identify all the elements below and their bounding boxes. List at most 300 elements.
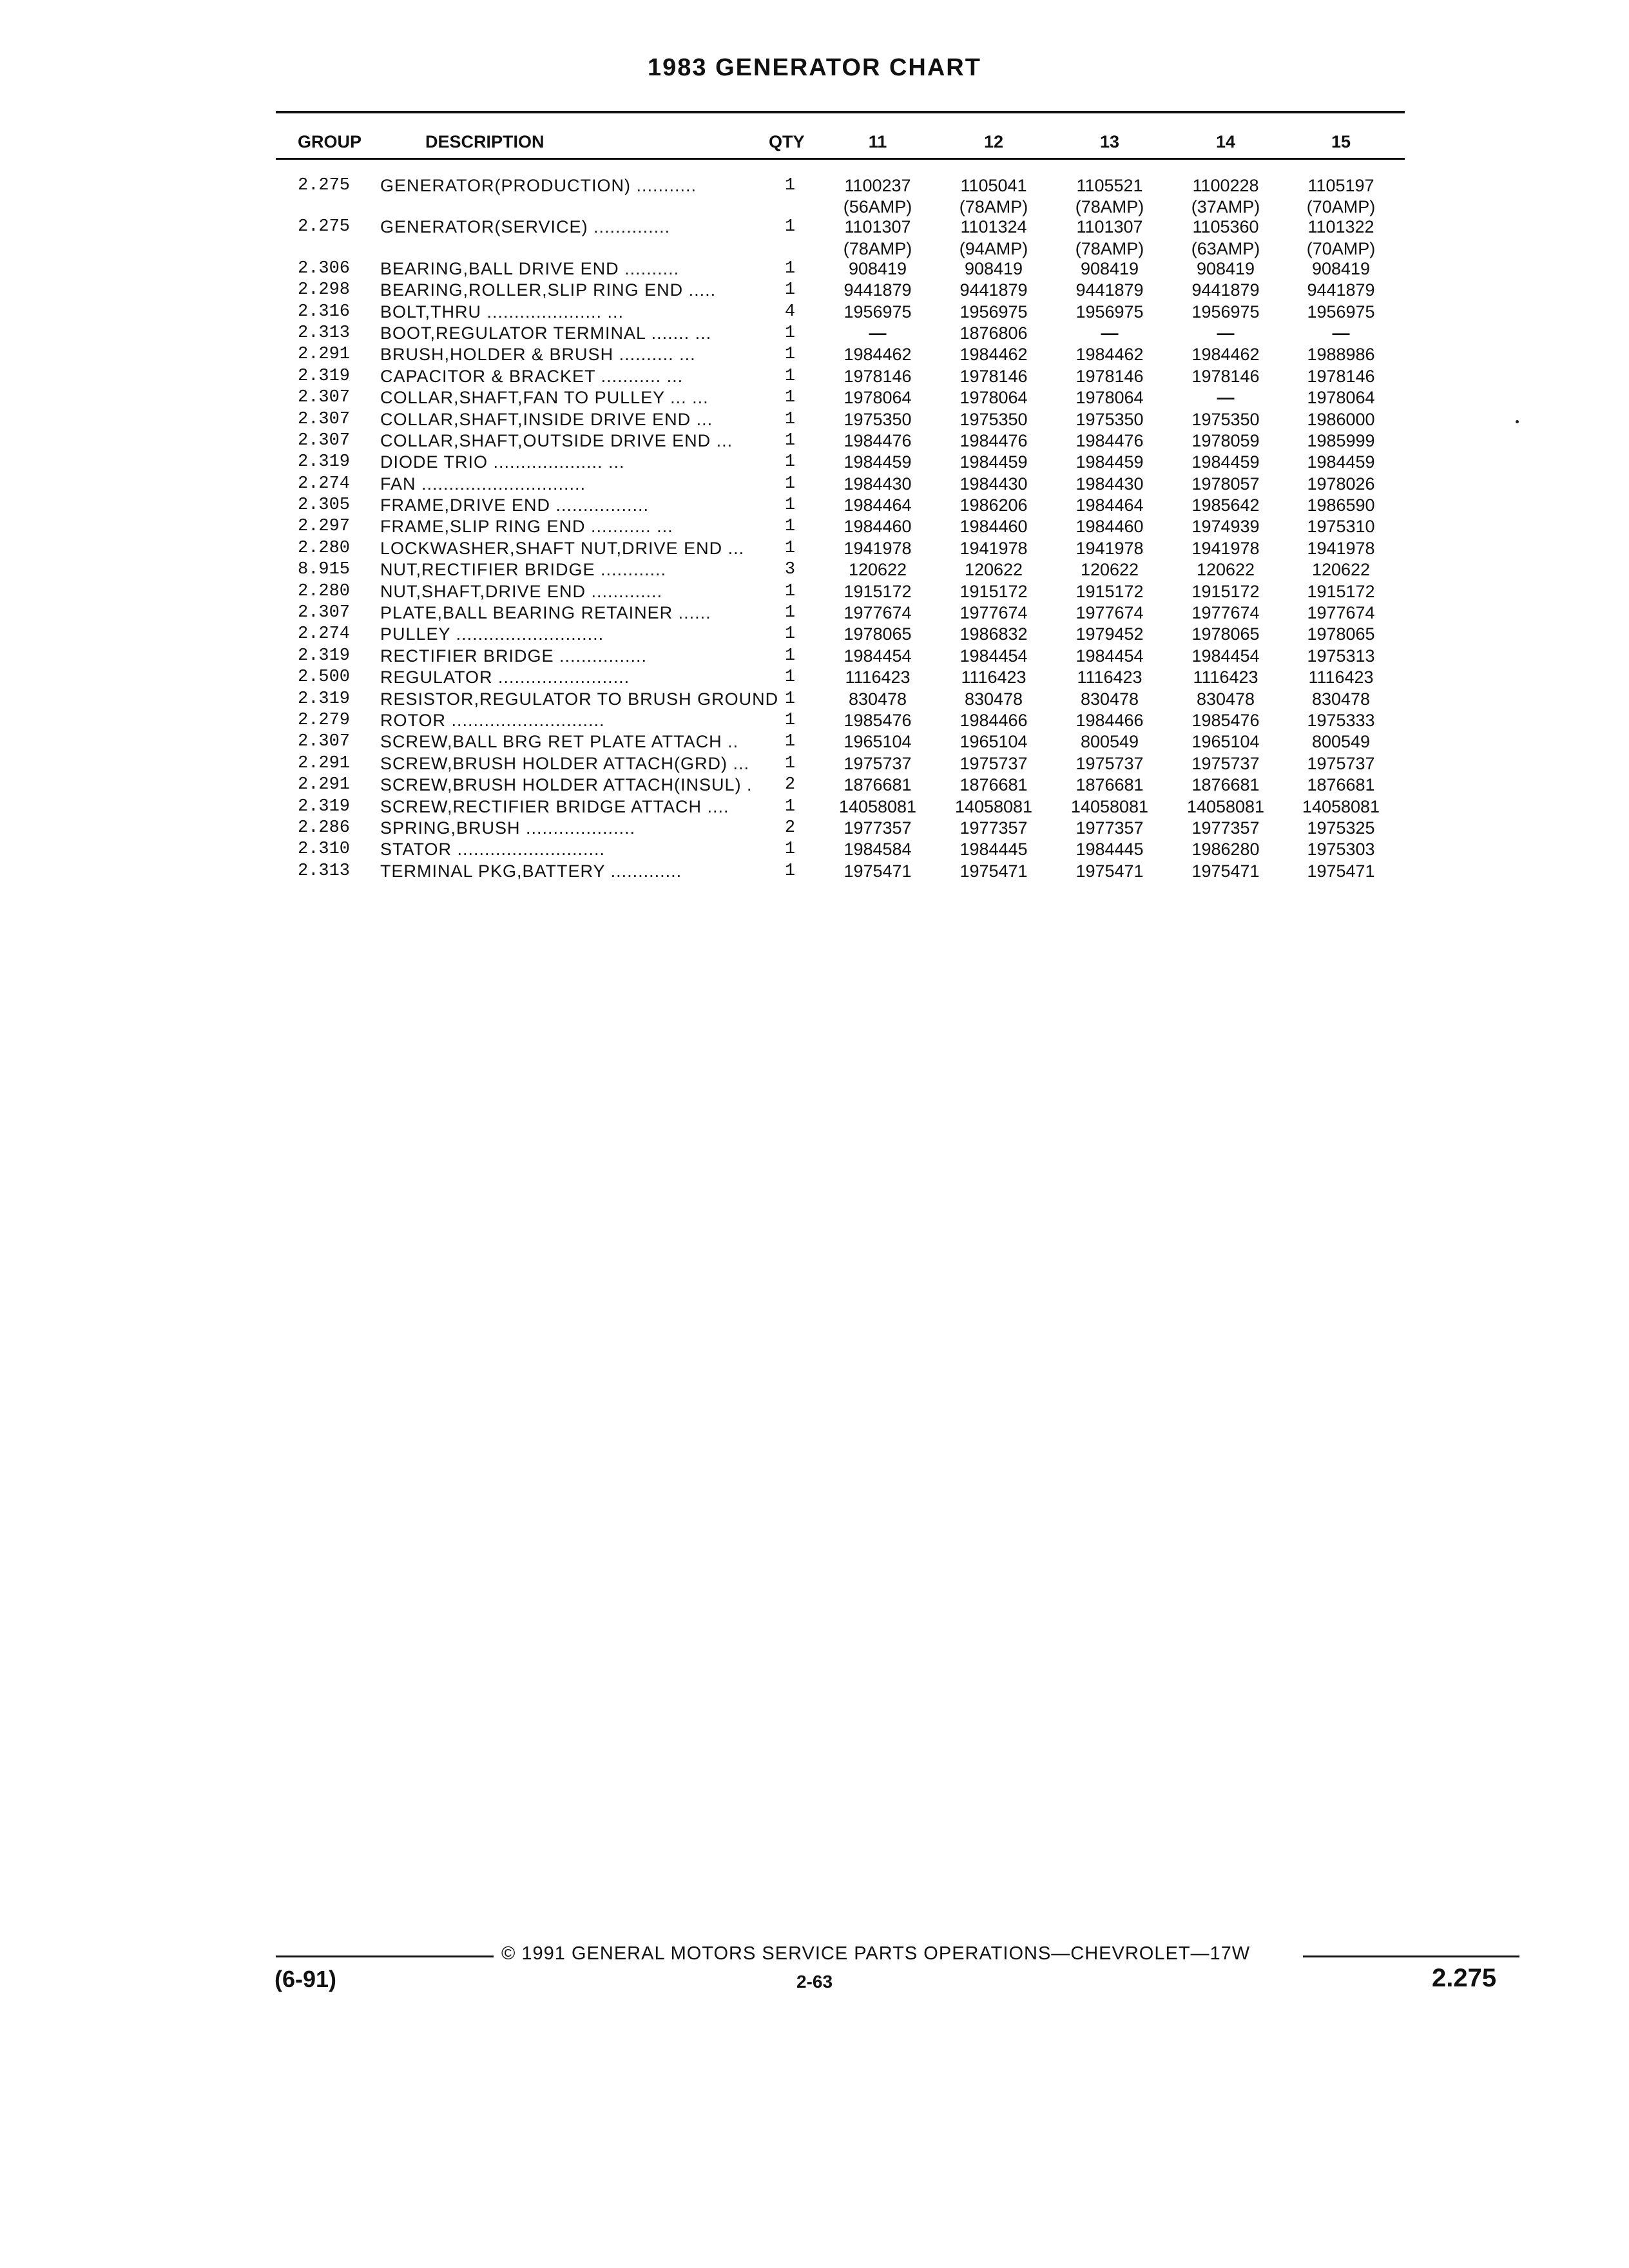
cell-description: GENERATOR(PRODUCTION) ...........: [380, 176, 697, 195]
cell-part-number: 1978057: [1191, 474, 1260, 494]
cell-part-number: 1977674: [1191, 603, 1260, 623]
table-row: [0, 430, 1629, 452]
cell-part-number: 9441879: [1075, 280, 1144, 300]
cell-group: 2.279: [298, 710, 351, 730]
cell-qty: 1: [784, 581, 796, 601]
table-row: [0, 689, 1629, 710]
cell-part-number: 1915172: [843, 581, 912, 601]
cell-part-number: 1116423: [1193, 668, 1258, 687]
table-row: [0, 344, 1629, 365]
cell-part-number: (78AMP): [843, 238, 912, 258]
cell-description: FRAME,SLIP RING END ........... ...: [380, 517, 673, 537]
cell-part-number: 1975737: [843, 753, 912, 773]
cell-description: CAPACITOR & BRACKET ........... ...: [380, 366, 684, 386]
cell-qty: 1: [784, 366, 796, 386]
cell-part-number: 1984459: [959, 452, 1028, 472]
table-row: [0, 796, 1629, 818]
cell-description: COLLAR,SHAFT,FAN TO PULLEY ... ...: [380, 388, 709, 408]
cell-part-number: (37AMP): [1191, 197, 1260, 217]
table-row: [0, 216, 1629, 238]
cell-qty: 1: [784, 732, 796, 752]
cell-part-number: 1876681: [843, 775, 912, 795]
cell-part-number: 1975350: [1191, 409, 1260, 429]
cell-part-number: —: [1332, 323, 1350, 343]
cell-part-number: 1975310: [1307, 517, 1375, 537]
cell-description: BOLT,THRU ..................... ...: [380, 302, 624, 322]
cell-part-number: 1984460: [959, 517, 1028, 537]
cell-part-number: 1985642: [1191, 495, 1260, 515]
table-row: [0, 323, 1629, 344]
cell-part-number: 1978146: [843, 366, 912, 386]
cell-part-number: 1986280: [1191, 840, 1260, 860]
cell-part-number: (56AMP): [843, 197, 912, 217]
cell-group: 2.274: [298, 624, 351, 644]
cell-part-number: 1984462: [959, 345, 1028, 365]
cell-part-number: 830478: [1196, 689, 1255, 709]
cell-part-number: 908419: [964, 258, 1023, 278]
cell-part-number: —: [1101, 323, 1119, 343]
cell-part-number: 1984460: [843, 517, 912, 537]
cell-part-number: 1101324: [960, 217, 1027, 237]
cell-qty: 1: [784, 603, 796, 623]
cell-part-number: 1100237: [844, 176, 911, 195]
cell-part-number: 908419: [1196, 258, 1255, 278]
cell-part-number: 1876806: [959, 323, 1028, 343]
cell-part-number: 1116423: [845, 668, 911, 687]
cell-part-number: (78AMP): [1075, 197, 1144, 217]
cell-qty: 1: [784, 796, 796, 816]
table-row: [0, 559, 1629, 581]
column-header-group: GROUP: [298, 132, 362, 151]
cell-group: 2.319: [298, 646, 351, 666]
cell-part-number: 14058081: [954, 796, 1033, 816]
cell-group: 2.316: [298, 302, 351, 322]
table-row: [0, 409, 1629, 430]
cell-group: 2.298: [298, 280, 351, 300]
cell-part-number: 1941978: [1191, 538, 1260, 558]
cell-qty: 1: [784, 495, 796, 515]
cell-part-number: (70AMP): [1306, 197, 1376, 217]
table-row: [0, 280, 1629, 301]
cell-part-number: 1105041: [960, 176, 1027, 195]
header-bottom-rule: [276, 158, 1405, 160]
cell-part-number: 9441879: [1307, 280, 1375, 300]
table-row: [0, 839, 1629, 860]
cell-description: RESISTOR,REGULATOR TO BRUSH GROUND: [380, 689, 779, 709]
cell-description: SCREW,RECTIFIER BRIDGE ATTACH ....: [380, 796, 729, 816]
cell-qty: 1: [784, 538, 796, 558]
cell-qty: 1: [784, 624, 796, 644]
cell-part-number: 908419: [1080, 258, 1139, 278]
cell-part-number: 1941978: [959, 538, 1028, 558]
cell-part-number: 14058081: [1186, 796, 1265, 816]
cell-part-number: 1984466: [959, 710, 1028, 730]
table-row: [0, 861, 1629, 882]
cell-part-number: 1984454: [959, 646, 1028, 666]
cell-group: 2.500: [298, 668, 351, 687]
cell-part-number: 908419: [1311, 258, 1371, 278]
cell-part-number: 9441879: [843, 280, 912, 300]
cell-part-number: 830478: [1080, 689, 1139, 709]
cell-part-number: 1977674: [843, 603, 912, 623]
column-header-description: DESCRIPTION: [425, 132, 545, 151]
cell-qty: 1: [784, 710, 796, 730]
cell-part-number: 1975471: [1075, 861, 1144, 881]
cell-part-number: 120622: [1196, 560, 1255, 580]
cell-part-number: 1974939: [1191, 517, 1260, 537]
cell-part-number: 1985476: [843, 710, 912, 730]
cell-part-number: 9441879: [1191, 280, 1260, 300]
cell-part-number: 1978064: [843, 388, 912, 408]
cell-part-number: 1915172: [1075, 581, 1144, 601]
cell-part-number: 1975737: [1307, 753, 1375, 773]
cell-group: 2.319: [298, 796, 351, 816]
cell-qty: 1: [784, 345, 796, 365]
cell-part-number: 1985476: [1191, 710, 1260, 730]
cell-part-number: 14058081: [838, 796, 917, 816]
cell-qty: 1: [784, 280, 796, 300]
cell-part-number: 1116423: [1077, 668, 1142, 687]
cell-part-number: (63AMP): [1191, 238, 1260, 258]
cell-group: 8.915: [298, 560, 351, 580]
cell-part-number: 1965104: [843, 732, 912, 752]
cell-part-number: 1978064: [1307, 388, 1375, 408]
cell-part-number: 1965104: [959, 732, 1028, 752]
cell-part-number: 1956975: [1075, 302, 1144, 322]
cell-part-number: 1978026: [1307, 474, 1375, 494]
cell-description: SPRING,BRUSH ....................: [380, 818, 636, 838]
cell-group: 2.307: [298, 388, 351, 408]
cell-part-number: 1984584: [843, 840, 912, 860]
cell-part-number: 1956975: [1307, 302, 1375, 322]
cell-qty: 1: [784, 689, 796, 709]
cell-group: 2.313: [298, 323, 351, 343]
cell-group: 2.319: [298, 689, 351, 709]
cell-part-number: 1977674: [959, 603, 1028, 623]
footer-page-number: 2-63: [796, 1972, 833, 1992]
cell-part-number: 1876681: [1075, 775, 1144, 795]
cell-part-number: 1986206: [959, 495, 1028, 515]
table-row: [0, 624, 1629, 645]
cell-part-number: 1915172: [1191, 581, 1260, 601]
cell-description: BOOT,REGULATOR TERMINAL ....... ...: [380, 323, 712, 343]
cell-part-number: 1975471: [1191, 861, 1260, 881]
cell-qty: 1: [784, 323, 796, 343]
cell-part-number: 1984430: [843, 474, 912, 494]
cell-part-number: 1978146: [959, 366, 1028, 386]
cell-part-number: 1975333: [1307, 710, 1375, 730]
cell-part-number: 1984464: [843, 495, 912, 515]
header-top-rule: [276, 111, 1405, 113]
cell-qty: 1: [784, 388, 796, 408]
footer-section-number: 2.275: [1432, 1964, 1497, 1992]
table-row: [0, 516, 1629, 537]
cell-part-number: 1984454: [1191, 646, 1260, 666]
column-header-15: 15: [1331, 132, 1351, 151]
cell-group: 2.291: [298, 775, 351, 795]
cell-part-number: 1977674: [1307, 603, 1375, 623]
cell-part-number: 1977357: [843, 818, 912, 838]
cell-part-number: 1977357: [1191, 818, 1260, 838]
table-row: [0, 258, 1629, 280]
cell-part-number: 1956975: [843, 302, 912, 322]
cell-qty: 1: [784, 430, 796, 450]
cell-group: 2.310: [298, 840, 351, 860]
cell-part-number: 1975350: [1075, 409, 1144, 429]
cell-part-number: 1984464: [1075, 495, 1144, 515]
table-subrow: [0, 197, 1629, 216]
cell-part-number: 1101307: [1076, 217, 1143, 237]
table-row: [0, 175, 1629, 197]
cell-part-number: 1977357: [959, 818, 1028, 838]
cell-part-number: 1975737: [959, 753, 1028, 773]
cell-description: SCREW,BRUSH HOLDER ATTACH(INSUL) .: [380, 775, 753, 795]
cell-part-number: 1100228: [1192, 176, 1259, 195]
cell-description: RECTIFIER BRIDGE ................: [380, 646, 648, 666]
cell-qty: 1: [784, 840, 796, 860]
cell-description: COLLAR,SHAFT,OUTSIDE DRIVE END ...: [380, 430, 733, 450]
table-row: [0, 452, 1629, 473]
cell-description: STATOR ...........................: [380, 840, 606, 860]
cell-part-number: 1984466: [1075, 710, 1144, 730]
cell-part-number: 1105197: [1307, 176, 1374, 195]
column-header-13: 13: [1099, 132, 1120, 151]
table-row: [0, 667, 1629, 688]
table-row: [0, 646, 1629, 667]
cell-part-number: 1978064: [1075, 388, 1144, 408]
cell-part-number: 830478: [848, 689, 907, 709]
cell-group: 2.319: [298, 452, 351, 472]
cell-qty: 2: [784, 818, 796, 838]
cell-part-number: 1986832: [959, 624, 1028, 644]
cell-part-number: 1941978: [843, 538, 912, 558]
cell-part-number: 1978146: [1307, 366, 1375, 386]
cell-part-number: 1978065: [843, 624, 912, 644]
cell-part-number: 1105521: [1076, 176, 1143, 195]
cell-part-number: 1965104: [1191, 732, 1260, 752]
cell-part-number: 1975303: [1307, 840, 1375, 860]
cell-part-number: 1116423: [1308, 668, 1374, 687]
cell-qty: 1: [784, 517, 796, 537]
table-row: [0, 710, 1629, 731]
cell-qty: 1: [784, 258, 796, 278]
cell-group: 2.280: [298, 538, 351, 558]
cell-description: BEARING,BALL DRIVE END ..........: [380, 258, 680, 278]
cell-part-number: 1975737: [1191, 753, 1260, 773]
cell-description: BRUSH,HOLDER & BRUSH .......... ...: [380, 345, 696, 365]
cell-group: 2.286: [298, 818, 351, 838]
table-row: [0, 538, 1629, 559]
cell-part-number: (70AMP): [1306, 238, 1376, 258]
cell-part-number: 1984459: [1075, 452, 1144, 472]
cell-group: 2.313: [298, 861, 351, 881]
cell-part-number: 1975471: [959, 861, 1028, 881]
cell-description: ROTOR ............................: [380, 710, 605, 730]
cell-description: BEARING,ROLLER,SLIP RING END .....: [380, 280, 717, 300]
cell-part-number: 1975737: [1075, 753, 1144, 773]
cell-part-number: 1984462: [1075, 345, 1144, 365]
cell-part-number: (78AMP): [1075, 238, 1144, 258]
cell-part-number: 800549: [1311, 732, 1371, 752]
cell-part-number: 120622: [964, 560, 1023, 580]
table-row: [0, 474, 1629, 495]
cell-group: 2.307: [298, 430, 351, 450]
cell-part-number: (94AMP): [959, 238, 1028, 258]
cell-part-number: 1101307: [844, 217, 911, 237]
cell-group: 2.307: [298, 409, 351, 429]
cell-qty: 1: [784, 217, 796, 237]
cell-part-number: 1956975: [1191, 302, 1260, 322]
table-row: [0, 302, 1629, 323]
stray-mark: [1516, 420, 1519, 423]
footer-copyright: © 1991 GENERAL MOTORS SERVICE PARTS OPERATIONS—CHEVROLET—17W: [501, 1943, 1251, 1964]
cell-part-number: 1984454: [1075, 646, 1144, 666]
cell-description: PULLEY ...........................: [380, 624, 604, 644]
cell-description: NUT,SHAFT,DRIVE END .............: [380, 581, 663, 601]
cell-description: COLLAR,SHAFT,INSIDE DRIVE END ...: [380, 409, 713, 429]
column-header-12: 12: [983, 132, 1004, 151]
cell-part-number: 1975313: [1307, 646, 1375, 666]
cell-part-number: 1986590: [1307, 495, 1375, 515]
cell-group: 2.275: [298, 176, 351, 195]
cell-part-number: 1975350: [959, 409, 1028, 429]
cell-qty: 1: [784, 753, 796, 773]
cell-part-number: 1101322: [1307, 217, 1374, 237]
cell-group: 2.280: [298, 581, 351, 601]
cell-part-number: 1984430: [959, 474, 1028, 494]
cell-part-number: 1915172: [959, 581, 1028, 601]
cell-group: 2.274: [298, 474, 351, 494]
table-row: [0, 366, 1629, 387]
cell-group: 2.306: [298, 258, 351, 278]
footer-rule-right: [1303, 1956, 1519, 1957]
cell-part-number: 1876681: [1307, 775, 1375, 795]
cell-part-number: 1956975: [959, 302, 1028, 322]
cell-qty: 1: [784, 668, 796, 687]
cell-part-number: —: [869, 323, 887, 343]
cell-part-number: 800549: [1080, 732, 1139, 752]
cell-part-number: 1977357: [1075, 818, 1144, 838]
column-header-14: 14: [1215, 132, 1236, 151]
cell-description: PLATE,BALL BEARING RETAINER ......: [380, 603, 711, 623]
cell-description: NUT,RECTIFIER BRIDGE ............: [380, 560, 667, 580]
cell-part-number: 1876681: [959, 775, 1028, 795]
cell-part-number: 1985999: [1307, 430, 1375, 450]
cell-part-number: 120622: [848, 560, 907, 580]
cell-part-number: —: [1217, 323, 1235, 343]
cell-description: DIODE TRIO .................... ...: [380, 452, 625, 472]
table-row: [0, 581, 1629, 602]
cell-description: FRAME,DRIVE END .................: [380, 495, 650, 515]
cell-part-number: 9441879: [959, 280, 1028, 300]
cell-part-number: 120622: [1311, 560, 1371, 580]
table-subrow: [0, 238, 1629, 258]
cell-part-number: 1978146: [1191, 366, 1260, 386]
cell-part-number: 1105360: [1192, 217, 1259, 237]
cell-part-number: 1978064: [959, 388, 1028, 408]
cell-group: 2.291: [298, 345, 351, 365]
cell-qty: 1: [784, 646, 796, 666]
cell-part-number: 1984430: [1075, 474, 1144, 494]
column-header-qty: QTY: [769, 132, 805, 151]
footer-revision: (6-91): [275, 1966, 337, 1992]
cell-part-number: 1984459: [1191, 452, 1260, 472]
cell-part-number: 120622: [1080, 560, 1139, 580]
column-header-11: 11: [868, 132, 887, 151]
table-row: [0, 387, 1629, 408]
cell-part-number: 1977674: [1075, 603, 1144, 623]
table-row: [0, 774, 1629, 796]
cell-qty: 2: [784, 775, 796, 795]
cell-part-number: 1986000: [1307, 409, 1375, 429]
cell-part-number: 1984462: [843, 345, 912, 365]
cell-part-number: 1984459: [1307, 452, 1375, 472]
cell-group: 2.291: [298, 753, 351, 773]
table-row: [0, 731, 1629, 753]
cell-part-number: 1876681: [1191, 775, 1260, 795]
cell-qty: 1: [784, 474, 796, 494]
cell-part-number: 1915172: [1307, 581, 1375, 601]
cell-part-number: 1984462: [1191, 345, 1260, 365]
cell-description: REGULATOR ........................: [380, 668, 630, 687]
cell-part-number: 1984476: [1075, 430, 1144, 450]
page-title: 1983 GENERATOR CHART: [648, 54, 981, 81]
cell-qty: 1: [784, 409, 796, 429]
cell-part-number: 1984476: [843, 430, 912, 450]
cell-description: GENERATOR(SERVICE) ..............: [380, 217, 671, 237]
cell-qty: 1: [784, 452, 796, 472]
cell-part-number: 1978065: [1307, 624, 1375, 644]
cell-part-number: 14058081: [1070, 796, 1149, 816]
cell-part-number: 14058081: [1302, 796, 1380, 816]
cell-description: TERMINAL PKG,BATTERY .............: [380, 861, 682, 881]
cell-part-number: (78AMP): [959, 197, 1028, 217]
cell-part-number: 1984445: [1075, 840, 1144, 860]
cell-part-number: 1988986: [1307, 345, 1375, 365]
cell-part-number: 1975471: [1307, 861, 1375, 881]
cell-group: 2.297: [298, 517, 351, 537]
cell-group: 2.307: [298, 732, 351, 752]
cell-part-number: 1984476: [959, 430, 1028, 450]
table-row: [0, 753, 1629, 774]
cell-description: SCREW,BRUSH HOLDER ATTACH(GRD) ...: [380, 753, 750, 773]
cell-description: SCREW,BALL BRG RET PLATE ATTACH ..: [380, 732, 739, 752]
cell-part-number: 1116423: [961, 668, 1027, 687]
cell-group: 2.275: [298, 217, 351, 237]
cell-part-number: 1978059: [1191, 430, 1260, 450]
cell-part-number: 1984459: [843, 452, 912, 472]
cell-group: 2.305: [298, 495, 351, 515]
cell-part-number: 1979452: [1075, 624, 1144, 644]
cell-part-number: 830478: [1311, 689, 1371, 709]
cell-part-number: 830478: [964, 689, 1023, 709]
table-row: [0, 495, 1629, 516]
table-row: [0, 602, 1629, 624]
cell-part-number: 1941978: [1075, 538, 1144, 558]
cell-part-number: 908419: [848, 258, 907, 278]
cell-part-number: 1975325: [1307, 818, 1375, 838]
cell-qty: 4: [784, 302, 796, 322]
cell-group: 2.307: [298, 603, 351, 623]
cell-part-number: 1978065: [1191, 624, 1260, 644]
cell-group: 2.319: [298, 366, 351, 386]
table-row: [0, 818, 1629, 839]
cell-part-number: 1975350: [843, 409, 912, 429]
footer-rule-left: [276, 1956, 494, 1957]
cell-part-number: 1978146: [1075, 366, 1144, 386]
cell-description: LOCKWASHER,SHAFT NUT,DRIVE END ...: [380, 538, 745, 558]
cell-part-number: 1975471: [843, 861, 912, 881]
